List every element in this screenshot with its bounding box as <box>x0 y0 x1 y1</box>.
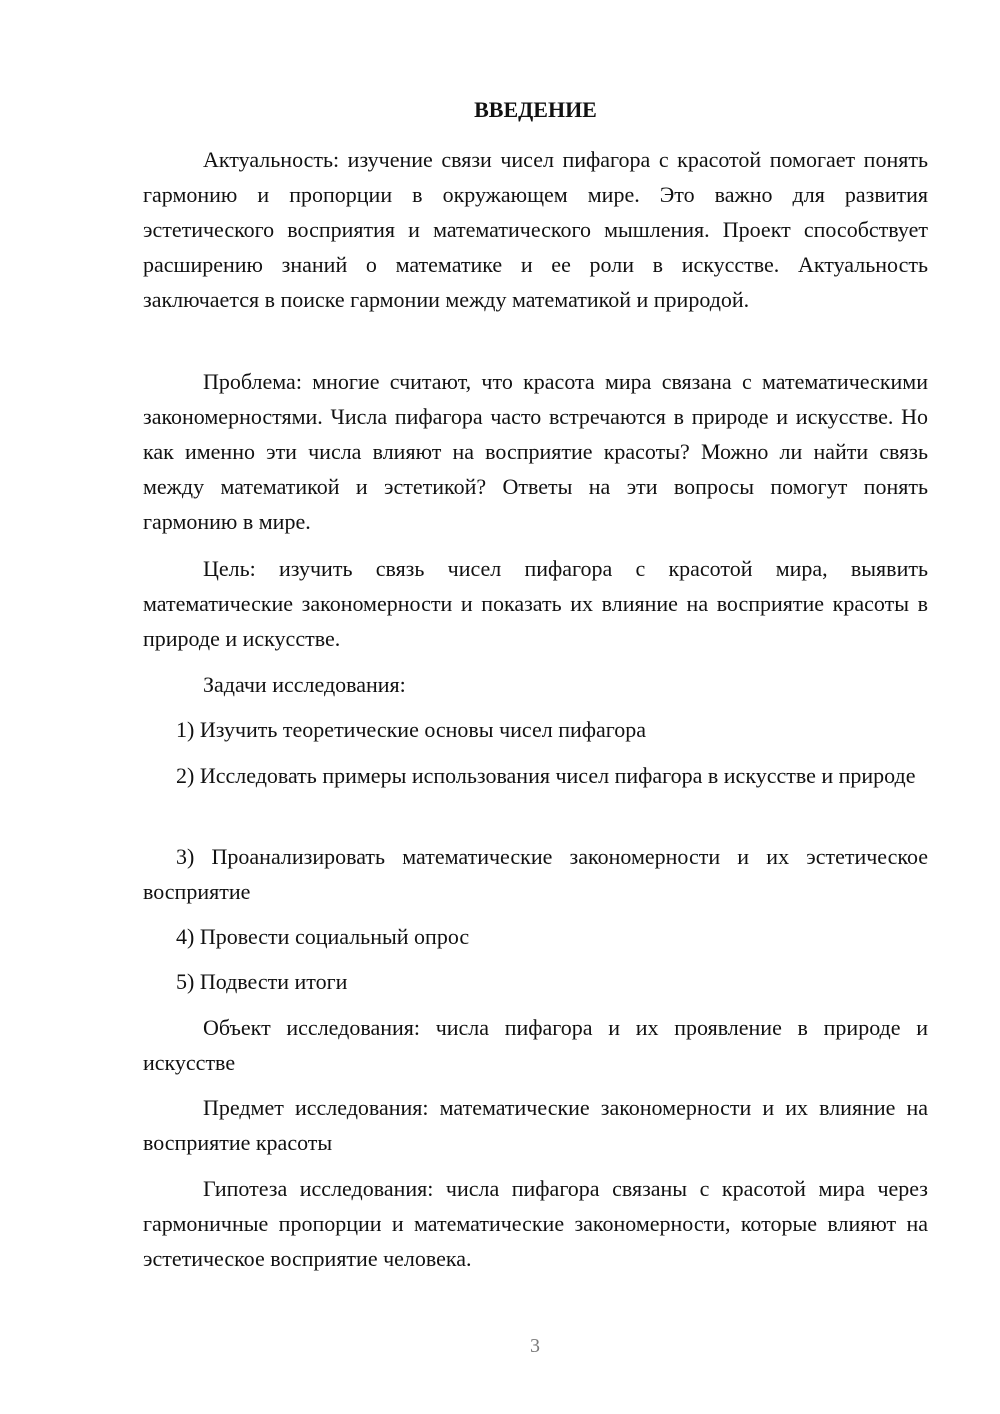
tasks-heading: Задачи исследования: <box>203 672 406 697</box>
task-item-1: 1) Изучить теоретические основы чисел пифагора <box>176 717 647 742</box>
task-item-4: 4) Провести социальный опрос <box>176 924 470 949</box>
paragraph-subject: Предмет исследования: математические закономерности и их влияние на восприятие красоты <box>143 1095 928 1155</box>
paragraph-hypothesis: Гипотеза исследования: числа пифагора связаны с красотой мира через гармоничные пропорции и математические закономерности, которые влияют на эстетическое восприятие человека. <box>143 1176 928 1271</box>
task-item-5: 5) Подвести итоги <box>176 969 348 994</box>
paragraph-goal: Цель: изучить связь чисел пифагора с красотой мира, выявить математические закономерности и показать их влияние на восприятие красоты в природе и искусстве. <box>143 556 928 651</box>
task-item-2: 2) Исследовать примеры использования чисел пифагора в искусстве и природе <box>176 763 916 788</box>
page-number: 3 <box>530 1335 540 1357</box>
paragraph-relevance: Актуальность: изучение связи чисел пифагора с красотой помогает понять гармонию и пропорции в окружающем мире. Это важно для развития эстетического восприятия и математического мышления. Проект способствует расширению знаний о математике и ее роли в искусстве. Актуальность заключается в поиске гармонии между математикой и природой. <box>143 147 928 312</box>
task-item-3: 3) Проанализировать математические закономерности и их эстетическое восприятие <box>143 844 928 904</box>
paragraph-object: Объект исследования: числа пифагора и их проявление в природе и искусстве <box>143 1015 928 1075</box>
paragraph-problem: Проблема: многие считают, что красота мира связана с математическими закономерностями. Числа пифагора часто встречаются в природе и искусстве. Но как именно эти числа влияют на восприятие красоты? Можно ли найти связь между математикой и эстетикой? Ответы на эти вопросы помогут понять гармонию в мире. <box>143 369 928 534</box>
page-title: ВВЕДЕНИЕ <box>474 97 597 122</box>
